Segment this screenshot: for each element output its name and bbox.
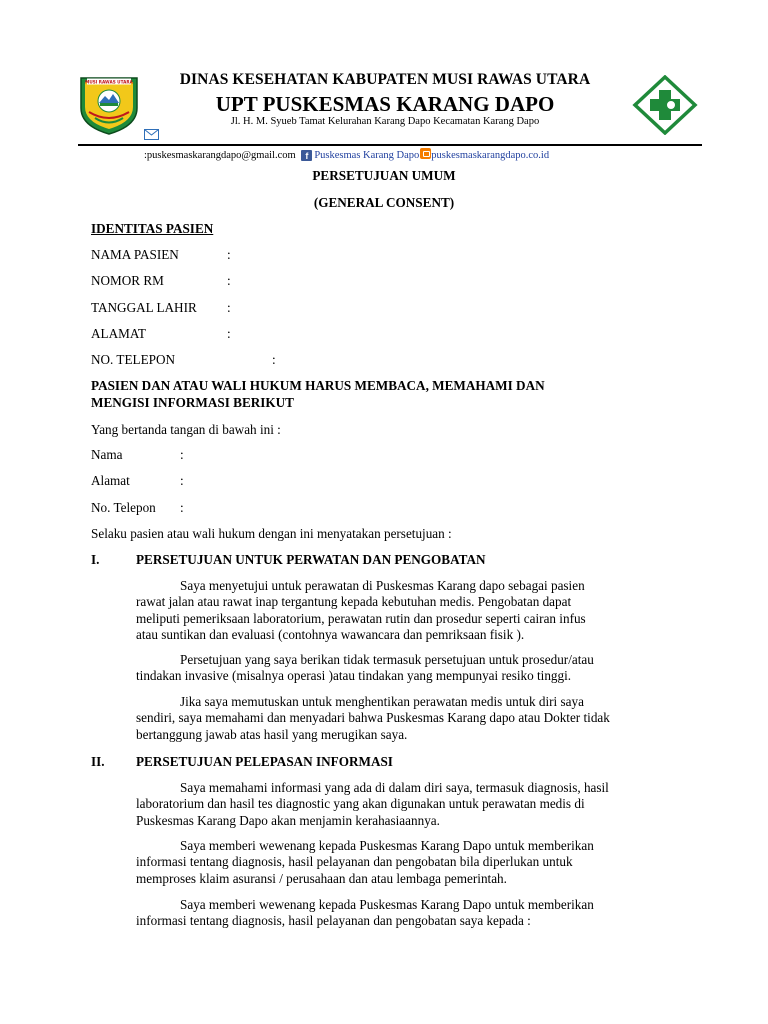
section-2-heading: PERSETUJUAN PELEPASAN INFORMASI (136, 754, 393, 769)
paragraph-line: laboratorium dan hasil tes diagnostic yang akan digunakan untuk perawatan medis di (136, 796, 585, 812)
paragraph-line: rawat jalan atau rawat inap tergantung kepada kebutuhan medis. Pengobatan dapat (136, 594, 572, 610)
signer-label-no-telepon: No. Telepon (91, 500, 156, 515)
field-colon: : (227, 326, 231, 341)
field-label-nama-pasien: NAMA PASIEN (91, 247, 179, 262)
section-2-paragraph (136, 838, 696, 887)
paragraph-line: Saya memberi wewenang kepada Puskesmas Karang Dapo untuk memberikan (180, 897, 594, 912)
section-1-heading: PERSETUJUAN UNTUK PERWATAN DAN PENGOBATAN (136, 552, 486, 567)
field-colon: : (227, 300, 231, 315)
document-title: PERSETUJUAN UMUM (312, 168, 456, 183)
paragraph-line: meliputi pemeriksaan laboratorium, perawatan rutin dan prosedur seperti cairan infus (136, 610, 586, 626)
patient-identity-heading: IDENTITAS PASIEN (91, 221, 214, 236)
paragraph-line: Jika saya memutuskan untuk menghentikan perawatan medis untuk diri saya (180, 694, 584, 709)
paragraph-line: Saya memberi wewenang kepada Puskesmas Karang Dapo untuk memberikan (180, 838, 594, 853)
puskesmas-cross-logo (632, 75, 698, 135)
field-colon: : (180, 500, 184, 515)
contact-blog[interactable]: puskesmaskarangdapo.co.id (431, 150, 550, 161)
contact-line (144, 126, 549, 166)
paragraph-line: Persetujuan yang saya berikan tidak termasuk persetujuan untuk prosedur/atau (180, 652, 594, 667)
section-2-number: II. (91, 754, 105, 769)
facebook-icon: f (301, 150, 312, 161)
regency-emblem-logo (77, 72, 141, 136)
field-colon: : (180, 447, 184, 462)
letterhead-divider (78, 144, 702, 146)
paragraph-line: atau suntikan dan evaluasi (contohnya wawancara dan pemriksaan fisik ). (136, 626, 525, 642)
section-1-paragraph (136, 694, 696, 743)
field-colon: : (227, 273, 231, 288)
document-subtitle: (GENERAL CONSENT) (313, 195, 455, 210)
section-2-paragraph (136, 897, 696, 930)
logo-caption: MUSI RAWAS UTARA (85, 79, 133, 85)
field-label-alamat: ALAMAT (91, 326, 146, 341)
paragraph-line: tindakan invasive (misalnya operasi )atau tindakan yang mempunyai resiko tinggi. (136, 668, 572, 684)
section-1-paragraph (136, 578, 696, 643)
paragraph-line: sendiri, saya memahami dan menyadari bahwa Puskesmas Karang dapo atau Dokter tidak (136, 710, 610, 726)
instruction-line-1: PASIEN DAN ATAU WALI HUKUM HARUS MEMBACA, MEMAHAMI DAN (91, 378, 545, 393)
contact-email[interactable]: :puskesmaskarangdapo@gmail.com (144, 150, 296, 161)
mail-icon (144, 129, 159, 140)
signer-label-alamat: Alamat (91, 473, 130, 488)
signer-intro: Yang bertanda tangan di bawah ini : (91, 422, 281, 437)
consent-statement: Selaku pasien atau wali hukum dengan ini menyatakan persetujuan : (91, 526, 452, 541)
field-colon: : (227, 247, 231, 262)
section-2-paragraph (136, 780, 696, 829)
section-1-number: I. (91, 552, 100, 567)
section-1-paragraph (136, 652, 696, 685)
paragraph-line: informasi tentang diagnosis, hasil pelayanan dan pengobatan saya kepada : (136, 913, 531, 929)
field-label-nomor-rm: NOMOR RM (91, 273, 164, 288)
field-colon: : (180, 473, 184, 488)
institution-address: Jl. H. M. Syueb Tamat Kelurahan Karang Dapo Kecamatan Karang Dapo (230, 116, 540, 127)
contact-facebook[interactable]: Puskesmas Karang Dapo (314, 150, 420, 161)
field-colon: : (272, 352, 276, 367)
agency-name: DINAS KESEHATAN KABUPATEN MUSI RAWAS UTARA (179, 71, 591, 88)
blogger-icon (420, 148, 431, 159)
paragraph-line: bertanggung jawab atas hasil yang merugikan saya. (136, 726, 408, 742)
institution-name: UPT PUSKESMAS KARANG DAPO (215, 92, 555, 116)
paragraph-line: memproses klaim asuransi / perusahaan dan atau lembaga pemerintah. (136, 870, 507, 886)
instruction-line-2: MENGISI INFORMASI BERIKUT (91, 395, 294, 410)
paragraph-line: Saya memahami informasi yang ada di dalam diri saya, termasuk diagnosis, hasil (180, 780, 609, 795)
field-label-no-telepon: NO. TELEPON (91, 352, 176, 367)
paragraph-line: Saya menyetujui untuk perawatan di Puskesmas Karang dapo sebagai pasien (180, 578, 585, 593)
paragraph-line: Puskesmas Karang Dapo akan menjamin kerahasiaannya. (136, 812, 440, 828)
field-label-tanggal-lahir: TANGGAL LAHIR (91, 300, 197, 315)
signer-label-nama: Nama (91, 447, 123, 462)
paragraph-line: informasi tentang diagnosis, hasil pelayanan dan pengobatan bila diperlukan untuk (136, 854, 573, 870)
